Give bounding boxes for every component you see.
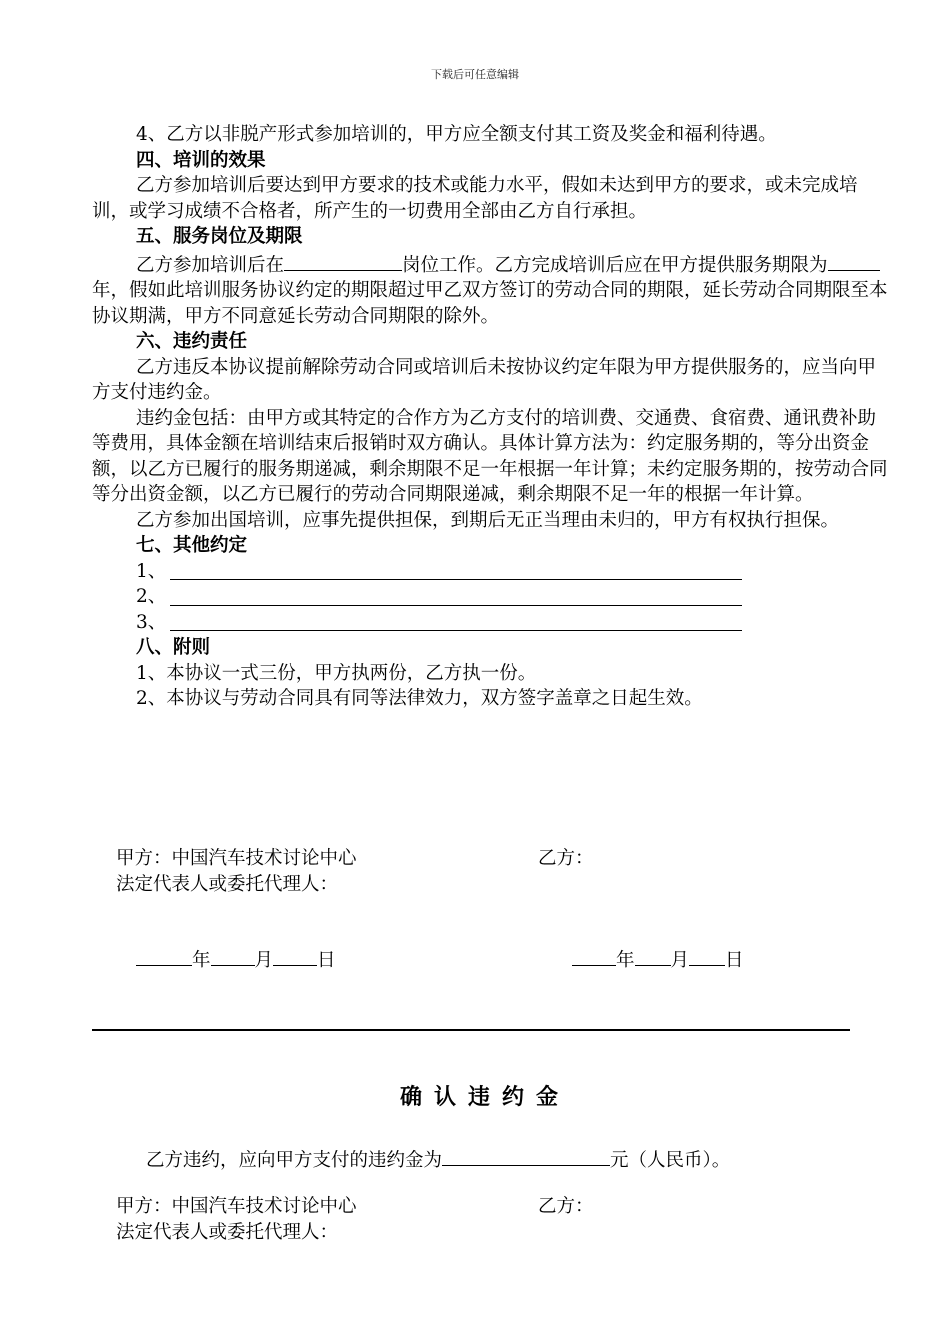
year-label: 年 [192,950,211,971]
section-5-text-1: 乙方参加培训后在 [136,254,285,276]
appendix-item-2: 2、本协议与劳动合同具有同等法律效力，双方签字盖章之日起生效。 [136,688,703,709]
day-label: 日 [725,950,744,971]
clause-4: 4、乙方以非脱产形式参加培训的，甲方应全额支付其工资及奖金和福利待遇。 [136,124,777,145]
month-label: 月 [670,950,690,971]
section-7-heading: 七、其他约定 [136,535,248,556]
item-number: 3、 [136,611,167,633]
date-line-party-a [136,945,336,972]
day-blank[interactable] [273,945,317,966]
section-5-text-2: 岗位工作。乙方完成培训后应在甲方提供服务期限为 [402,254,828,276]
item-number: 1、 [136,560,167,582]
other-agreement-item-1 [92,559,892,585]
signature-rep-1: 法定代表人或委托代理人： [116,874,339,895]
year-label: 年 [616,950,635,971]
section-6-heading: 六、违约责任 [136,331,248,352]
section-5-text-3: 年，假如此培训服务协议约定的期限超过甲乙双方签订的劳动合同的期限，延长劳动合同期限至本协议期满，甲方不同意延长劳动合同期限的除外。 [92,280,888,327]
signature-party-b-1: 乙方： [538,848,594,869]
signature-party-a-1: 甲方：中国汽车技术讨论中心 [116,848,357,869]
day-blank[interactable] [689,945,725,966]
service-years-blank[interactable] [828,250,880,271]
section-4-body: 乙方参加培训后要达到甲方要求的技术或能力水平，假如未达到甲方的要求，或未完成培训，或学习成绩不合格者，所产生的一切费用全部由乙方自行承担。 [92,175,858,222]
other-agreement-item-2 [92,584,892,610]
confirm-title: 确认违约金 [399,1084,570,1110]
year-blank[interactable] [136,945,192,966]
penalty-amount-blank[interactable] [442,1145,610,1166]
section-6-para-1: 乙方违反本协议提前解除劳动合同或培训后未按协议约定年限为甲方提供服务的，应当向甲方支付违约金。 [92,356,877,403]
signature-party-b-2: 乙方： [538,1196,594,1217]
section-5-body [92,250,892,330]
month-blank[interactable] [211,945,255,966]
confirm-text-2: 元（人民币）。 [610,1150,731,1171]
other-agreement-line-1[interactable] [170,559,742,580]
confirm-text-1: 乙方违约，应向甲方支付的违约金为 [146,1150,443,1171]
cut-separator [92,1029,850,1031]
date-line-party-b [572,945,744,972]
agreement-body [92,122,892,712]
section-4-heading: 四、培训的效果 [136,149,266,171]
item-number: 2、 [136,586,167,607]
year-blank[interactable] [572,945,616,966]
other-agreement-item-3 [92,610,892,636]
section-5-heading: 五、服务岗位及期限 [136,226,303,247]
signature-party-a-2: 甲方：中国汽车技术讨论中心 [116,1196,357,1217]
page-header-note: 下载后可任意编辑 [431,68,519,81]
other-agreement-line-3[interactable] [170,610,742,631]
confirm-statement [146,1145,730,1172]
post-blank[interactable] [284,250,402,271]
appendix-item-1: 1、本协议一式三份，甲方执两份，乙方执一份。 [136,662,537,684]
month-label: 月 [254,950,274,971]
section-8-heading: 八、附则 [136,637,211,658]
section-6-para-2: 违约金包括：由甲方或其特定的合作方为乙方支付的培训费、交通费、食宿费、通讯费补助等费用，具体金额在培训结束后报销时双方确认。具体计算方法为：约定服务期的，等分出资金额，以乙方已履行的服务期递减，剩余期限不足一年根据一年计算；未约定服务期的，按劳动合同等分出资金额，以乙方已履行的劳动合同期限递减，剩余期限不足一年的根据一年计算。 [92,407,888,505]
signature-rep-2: 法定代表人或委托代理人： [116,1222,339,1243]
month-blank[interactable] [635,945,671,966]
other-agreement-line-2[interactable] [170,585,742,606]
day-label: 日 [317,950,336,971]
section-6-para-3: 乙方参加出国培训，应事先提供担保，到期后无正当理由未归的，甲方有权执行担保。 [136,509,840,531]
